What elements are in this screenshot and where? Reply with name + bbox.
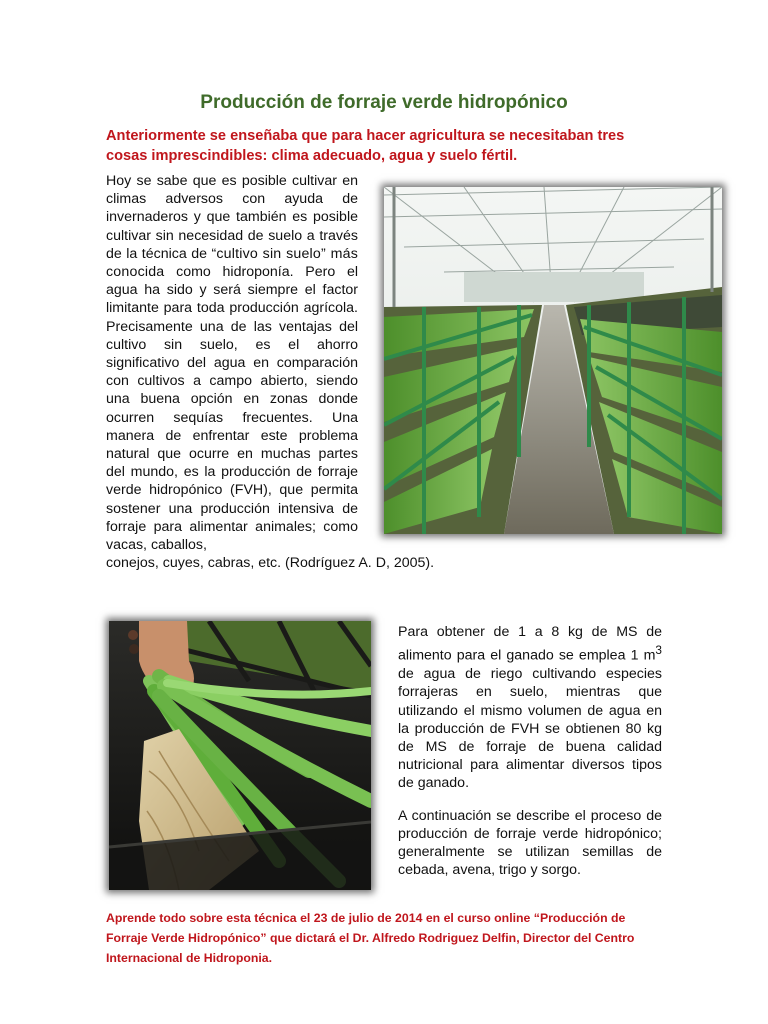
paragraph-process-intro: A continuación se describe el proceso de producción de forraje verde hidropónico; generalmente se utilizan semillas de cebada, avena, trigo y sorgo. <box>398 807 662 879</box>
paragraph2-before-sup: Para obtener de 1 a 8 kg de MS de alimento para el ganado se emplea 1 m <box>398 624 662 664</box>
paragraph2-after-sup: de agua de riego cultivando especies forrajeras en suelo, mientras que utilizando el mismo volumen de agua en la producción de FVH se obtienen 80 kg de MS de forraje de buena calidad nutricional para alimentar diversos tipos de ganado. <box>398 666 662 792</box>
paragraph1-part1: Hoy se sabe que es posible cultivar en climas adversos con ayuda de invernaderos y que también es posible cultivar sin necesidad de suelo a través de la técnica de <box>106 173 358 262</box>
paragraph1-part2: como hidroponía. Pero el agua ha sido y será siempre el factor limitante para toda producción agrícola. Precisamente una de las ventajas del cultivo sin suelo, es el ahorro significativo del agua en comparación con cultivos a campo abierto, siendo una buena opción en zonas donde ocurren sequías frecuentes. Una manera de enfrentar este problema natural que ocurre en muchas partes del mundo, es la producción de forraje verde hidropónico (FVH), que permita sostener una producción intensiva de forraje para alimentar animales; como vacas, caballos, <box>106 264 358 554</box>
greenhouse-image <box>384 187 722 534</box>
page-title: Producción de forraje verde hidropónico <box>200 92 568 113</box>
intro-text: Anteriormente se enseñaba que para hacer agricultura se necesitaban tres cosas imprescindibles: clima adecuado, agua y suelo fértil. <box>106 128 625 164</box>
forage-mat-image <box>109 621 371 890</box>
greenhouse-photo <box>384 187 722 534</box>
paragraph-water-savings <box>398 623 662 793</box>
water-savings-column <box>398 623 662 893</box>
cubic-superscript: 3 <box>655 643 662 658</box>
paragraph1-last-line: conejos, cuyes, cabras, etc. (Rodríguez A. D, 2005). <box>106 555 435 572</box>
course-announcement: Aprende todo sobre esta técnica el 23 de julio de 2014 en el curso online “Producción de Forraje Verde Hidropónico” que dictará el Dr. Alfredo Rodriguez Delfin, Director del Centro Internacional de Hidroponia. <box>106 911 635 965</box>
paragraph1-quote: “cultivo sin suelo” más conocida <box>106 245 358 281</box>
forage-mat-photo <box>109 621 371 890</box>
